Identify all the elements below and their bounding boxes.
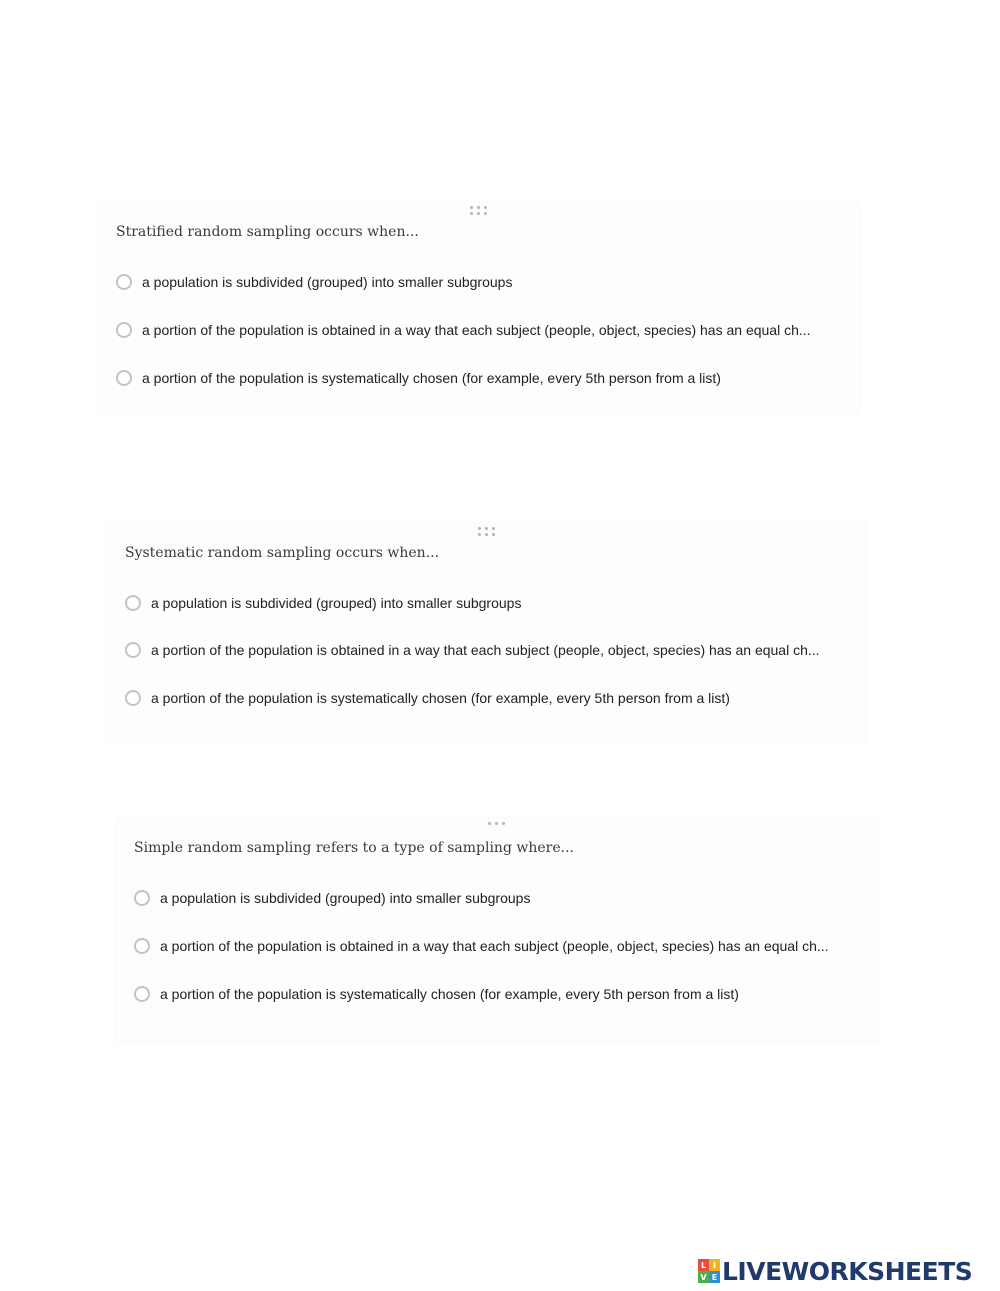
option-2[interactable] bbox=[125, 639, 820, 661]
option-2[interactable] bbox=[116, 319, 811, 341]
option-label: a portion of the population is obtained in a way that each subject (people, object, species) has an equal ch... bbox=[142, 322, 811, 338]
option-3[interactable] bbox=[125, 687, 730, 709]
option-label: a portion of the population is obtained in a way that each subject (people, object, species) has an equal ch... bbox=[160, 938, 829, 954]
radio-button[interactable] bbox=[125, 690, 141, 706]
option-label: a portion of the population is systematically chosen (for example, every 5th person from a list) bbox=[160, 986, 739, 1002]
option-3[interactable] bbox=[116, 367, 721, 389]
logo-letter: V bbox=[698, 1271, 709, 1283]
radio-button[interactable] bbox=[116, 274, 132, 290]
drag-handle-icon[interactable] bbox=[478, 527, 496, 537]
logo-letter: L bbox=[698, 1259, 709, 1271]
drag-handle-icon[interactable] bbox=[488, 822, 506, 832]
radio-button[interactable] bbox=[134, 938, 150, 954]
radio-button[interactable] bbox=[125, 642, 141, 658]
option-label: a portion of the population is systematically chosen (for example, every 5th person from a list) bbox=[142, 370, 721, 386]
question-card-3 bbox=[116, 818, 878, 1042]
radio-button[interactable] bbox=[116, 322, 132, 338]
liveworksheets-logo bbox=[698, 1256, 972, 1286]
question-text: Systematic random sampling occurs when... bbox=[125, 545, 440, 561]
logo-letter: E bbox=[709, 1271, 720, 1283]
option-1[interactable] bbox=[134, 887, 530, 909]
option-1[interactable] bbox=[116, 271, 512, 293]
radio-button[interactable] bbox=[134, 890, 150, 906]
question-text: Simple random sampling refers to a type of sampling where... bbox=[134, 840, 574, 856]
option-label: a population is subdivided (grouped) into smaller subgroups bbox=[160, 890, 531, 906]
question-card-1 bbox=[98, 202, 860, 414]
option-1[interactable] bbox=[125, 592, 521, 614]
logo-letter: I bbox=[709, 1259, 720, 1271]
logo-icon bbox=[698, 1259, 720, 1283]
option-3[interactable] bbox=[134, 983, 739, 1005]
brand-name: LIVEWORKSHEETS bbox=[722, 1256, 973, 1286]
radio-button[interactable] bbox=[116, 370, 132, 386]
option-2[interactable] bbox=[134, 935, 829, 957]
question-text: Stratified random sampling occurs when... bbox=[116, 224, 419, 240]
option-label: a population is subdivided (grouped) into smaller subgroups bbox=[142, 274, 513, 290]
option-label: a portion of the population is systematically chosen (for example, every 5th person from a list) bbox=[151, 690, 730, 706]
question-card-2 bbox=[107, 523, 867, 743]
option-label: a portion of the population is obtained in a way that each subject (people, object, species) has an equal ch... bbox=[151, 642, 820, 658]
option-label: a population is subdivided (grouped) into smaller subgroups bbox=[151, 595, 522, 611]
radio-button[interactable] bbox=[125, 595, 141, 611]
drag-handle-icon[interactable] bbox=[470, 206, 488, 216]
radio-button[interactable] bbox=[134, 986, 150, 1002]
